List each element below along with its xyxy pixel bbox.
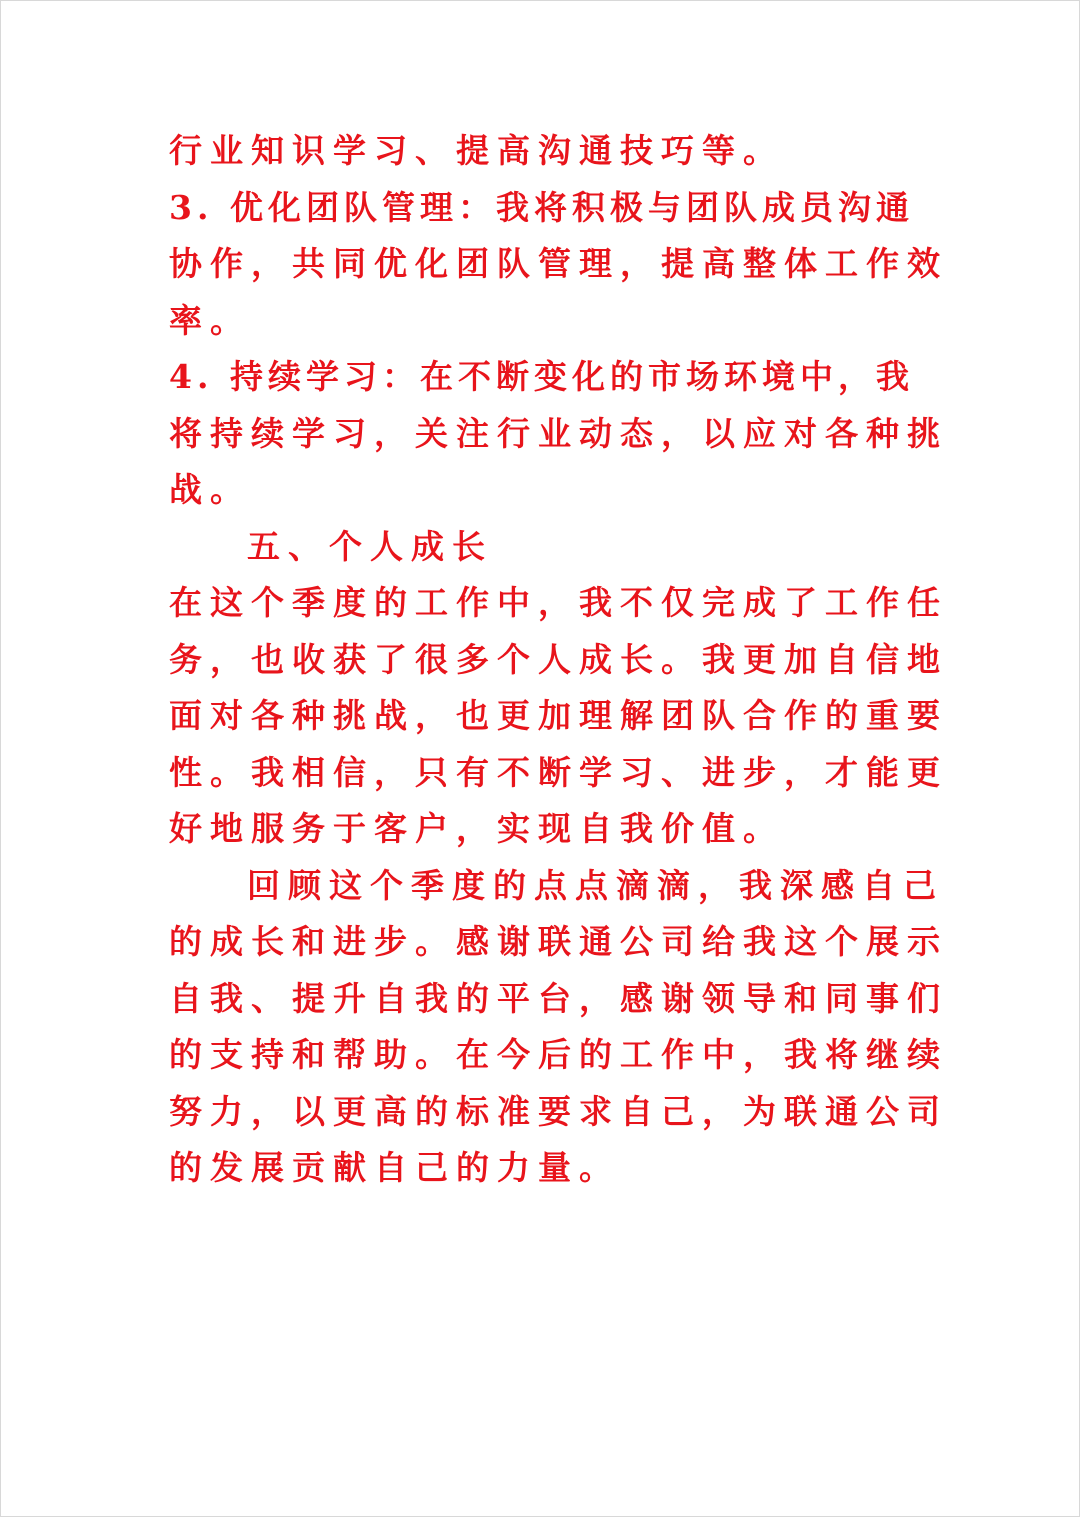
body-line: 性。我相信，只有不断学习、进步，才能更 [169, 752, 948, 792]
body-line: 的发展贡献自己的力量。 [169, 1148, 620, 1187]
body-line: 的成长和进步。感谢联通公司给我这个展示 [169, 922, 948, 961]
list-item-3: 3. 优化团队管理：我将积极与团队成员沟通 [169, 187, 914, 227]
list-item-4: 4. 持续学习：在不断变化的市场环境中，我 [169, 357, 914, 396]
body-line: 自我、提升自我的平台，感谢领导和同事们 [169, 978, 948, 1018]
body-line: 好地服务于客户，实现自我价值。 [169, 809, 784, 848]
body-line: 将持续学习，关注行业动态，以应对各种挑 [169, 413, 948, 453]
body-line: 在这个季度的工作中，我不仅完成了工作任 [169, 583, 948, 622]
body-line: 的支持和帮助。在今后的工作中，我将继续 [169, 1035, 948, 1074]
body-line: 面对各种挑战，也更加理解团队合作的重要 [169, 696, 948, 735]
body-line: 行业知识学习、提高沟通技巧等。 [169, 131, 784, 170]
body-line: 战。 [169, 470, 251, 509]
document-body [169, 123, 948, 1197]
section-heading: 五、个人成长 [247, 526, 493, 566]
body-line: 率。 [169, 300, 251, 340]
body-line: 协作，共同优化团队管理，提高整体工作效 [169, 244, 948, 283]
body-line: 努力，以更高的标准要求自己，为联通公司 [169, 1091, 948, 1131]
body-line: 务，也收获了很多个人成长。我更加自信地 [169, 639, 948, 679]
paragraph-start: 回顾这个季度的点点滴滴，我深感自己 [247, 865, 944, 905]
